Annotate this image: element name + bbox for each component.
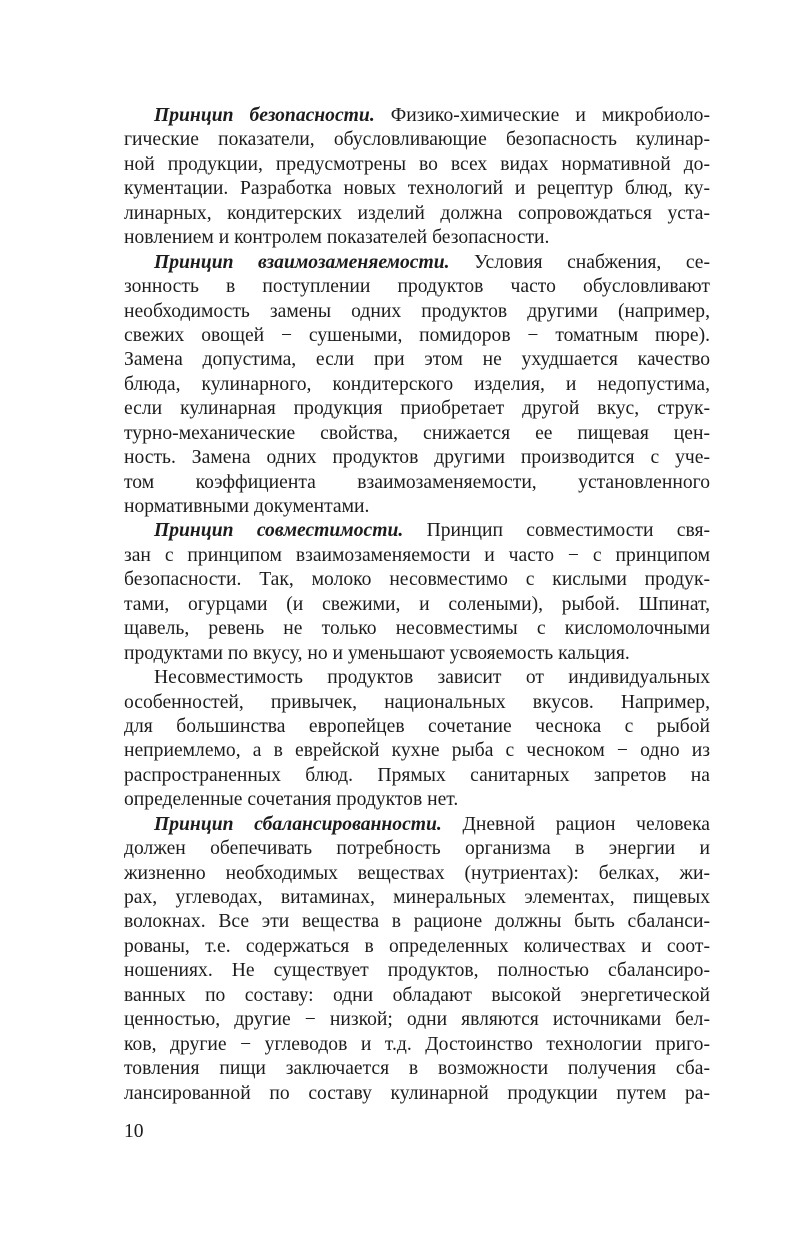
text-line: Несовместимость продуктов зависит от индивидуальных (154, 667, 710, 689)
text-line: блюда, кулинарного, кондитерского изделия, и недопустима, (124, 373, 710, 395)
text-line: Замена допустима, если при этом не ухудшается качество (124, 349, 710, 371)
text-line: ценностью, другие − низкой; одни являются источниками бел- (124, 1009, 710, 1031)
paragraph-incompatibility (124, 666, 710, 813)
text-line: свежих овощей − сушеными, помидоров − томатным пюре). (124, 324, 710, 346)
paragraph-heading: Принцип сбалансированности. (154, 813, 442, 835)
text-line: лансированной по составу кулинарной продукции путем ра- (124, 1082, 710, 1104)
text-line: если кулинарная продукция приобретает другой вкус, струк- (124, 398, 710, 420)
paragraph-safety (124, 104, 710, 251)
text-line: ношениях. Не существует продуктов, полностью сбалансиро- (124, 960, 710, 982)
paragraph-heading: Принцип взаимозаменяемости. (154, 251, 450, 273)
text-line: волокнах. Все эти вещества в рационе должны быть сбаланси- (124, 911, 710, 933)
body-text (124, 104, 710, 1106)
text-line: зонность в поступлении продуктов часто обусловливают (124, 276, 710, 298)
paragraph-heading: Принцип совместимости. (154, 520, 404, 542)
text-line: Принцип взаимозаменяемости. Условия снабжения, се- (154, 251, 710, 273)
text-line: неприемлемо, а в еврейской кухне рыба с чесноком − одно из (124, 740, 710, 762)
text-line: рованы, т.е. содержаться в определенных количествах и соот- (124, 935, 710, 957)
text-line: ной продукции, предусмотрены во всех видах нормативной до- (124, 153, 710, 175)
text-line: товления пищи заключается в возможности получения сба- (124, 1058, 710, 1080)
text-line: нормативными документами. (124, 496, 370, 517)
text-line: гические показатели, обусловливающие безопасность кулинар- (124, 129, 710, 151)
text-line: Принцип совместимости. Принцип совместимости свя- (154, 520, 711, 542)
paragraph-heading: Принцип безопасности. (154, 105, 375, 126)
text-line: продуктами по вкусу, но и уменьшают усвояемость кальция. (124, 642, 630, 664)
text-line: Принцип сбалансированности. Дневной рацион человека (154, 813, 710, 835)
text-line: зан с принципом взаимозаменяемости и часто − с принципом (124, 544, 710, 566)
text-line: ванных по составу: одни обладают высокой энергетической (124, 984, 710, 1006)
paragraph-interchangeability (124, 251, 710, 520)
text-line: особенностей, привычек, национальных вкусов. Например, (124, 691, 710, 713)
text-line: должен обепечивать потребность организма в энергии и (124, 838, 710, 860)
paragraph-compatibility (124, 519, 710, 666)
text-line: линарных, кондитерских изделий должна сопровождаться уста- (124, 202, 710, 224)
text-line: Принцип безопасности. Физико-химические и микробиоло- (154, 105, 710, 126)
text-line: турно-механические свойства, снижается ее пищевая цен- (124, 422, 710, 444)
text-line: необходимость замены одних продуктов другими (например, (124, 300, 710, 322)
text-line: щавель, ревень не только несовместимы с кисломолочными (124, 618, 710, 640)
text-line: жизненно необходимых веществах (нутриентах): белках, жи- (124, 862, 710, 884)
text-line: распространенных блюд. Прямых санитарных запретов на (124, 764, 710, 786)
text-line: новлением и контролем показателей безопасности. (124, 227, 550, 249)
text-line: кументации. Разработка новых технологий и рецептур блюд, ку- (124, 178, 710, 200)
paragraph-balance (124, 813, 710, 1106)
text-line: том коэффициента взаимозаменяемости, установленного (124, 471, 710, 493)
text-line: безопасности. Так, молоко несовместимо с кислыми продук- (124, 569, 710, 591)
text-line: для большинства европейцев сочетание чеснока с рыбой (124, 715, 710, 737)
text-line: рах, углеводах, витаминах, минеральных элементах, пищевых (124, 887, 710, 908)
text-line: ков, другие − углеводов и т.д. Достоинство технологии приго- (124, 1033, 710, 1055)
page-number: 10 (124, 1121, 144, 1142)
text-line: ность. Замена одних продуктов другими производится с уче- (124, 447, 710, 469)
text-line: определенные сочетания продуктов нет. (124, 789, 459, 811)
text-line: тами, огурцами (и свежими, и солеными), рыбой. Шпинат, (124, 593, 710, 615)
